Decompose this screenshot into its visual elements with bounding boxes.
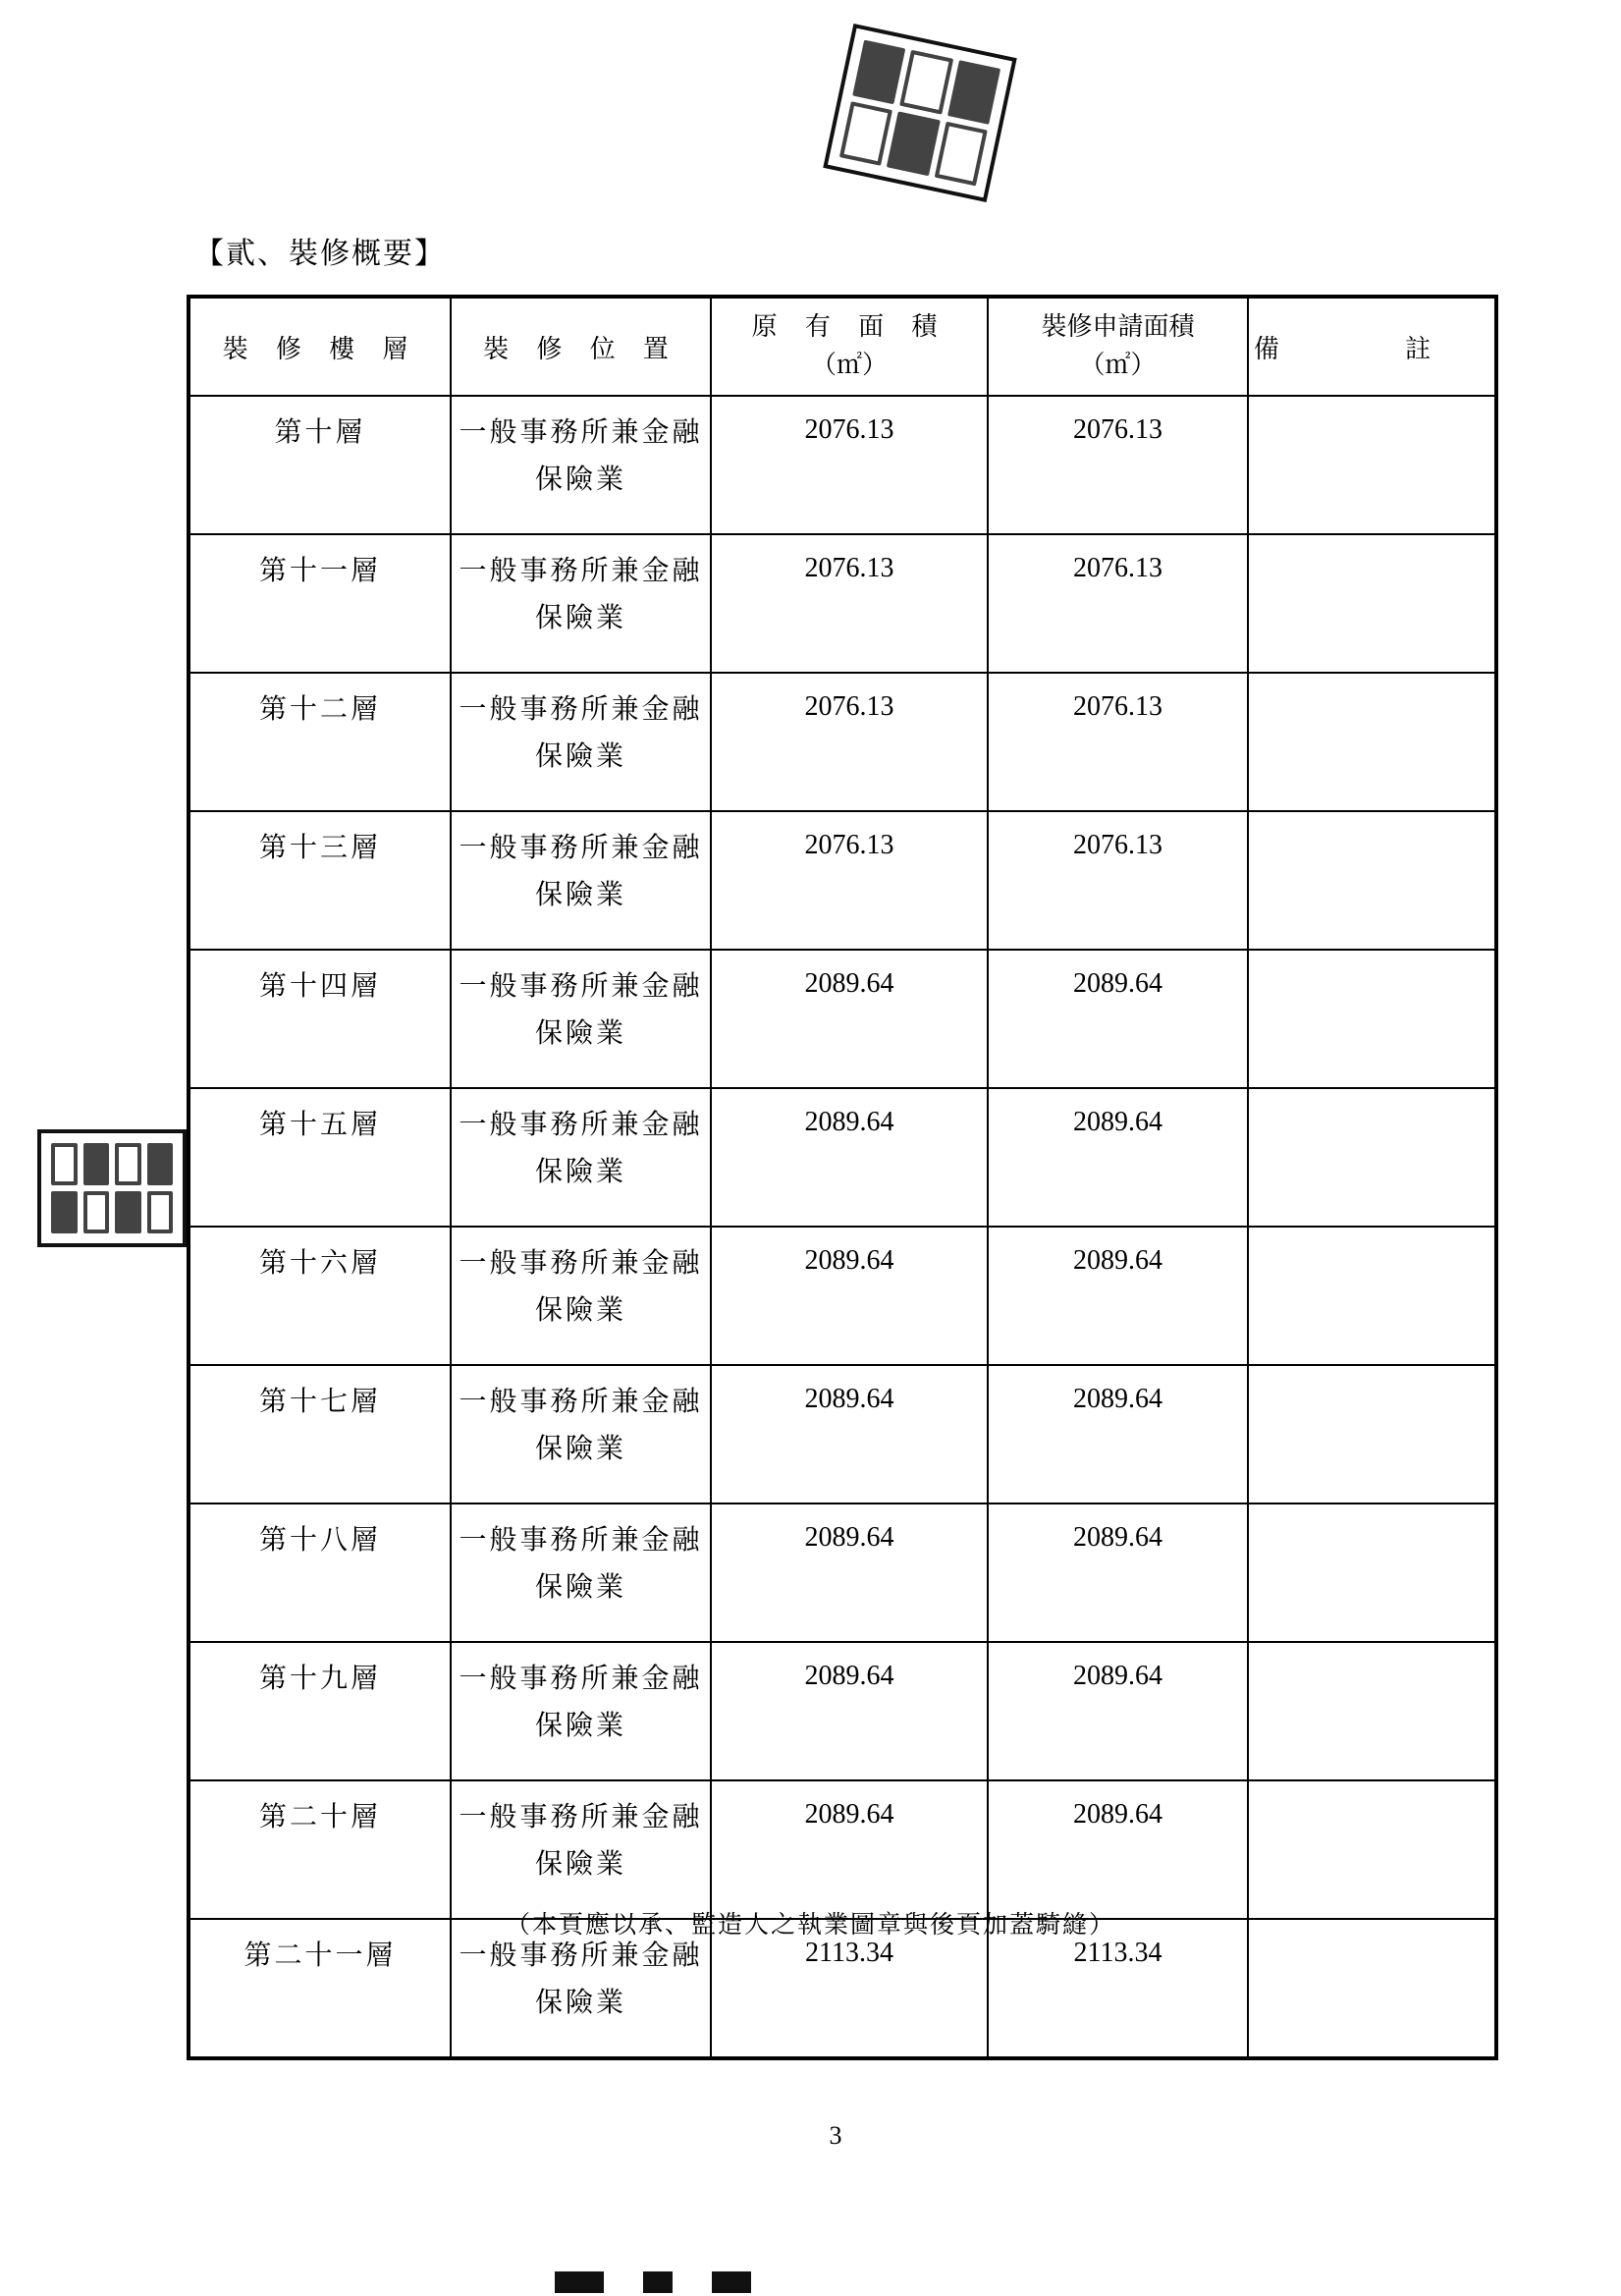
floor-cell: 第十層 (189, 396, 451, 534)
bottom-partial-stamp (555, 2254, 800, 2293)
requested-area-cell: 2076.13 (988, 534, 1248, 673)
position-line-1: 一般事務所兼金融 (459, 415, 703, 448)
table-row (189, 1365, 1496, 1503)
position-line-1: 一般事務所兼金融 (459, 554, 703, 586)
original-area-cell: 2089.64 (711, 1642, 988, 1780)
official-seal-stamp (823, 24, 1016, 202)
seal-glyph (934, 122, 987, 187)
position-line-2: 保險業 (534, 1432, 626, 1464)
floor-cell: 第二十層 (189, 1780, 451, 1919)
position-line-2: 保險業 (534, 1986, 626, 2018)
seal-glyph (899, 50, 952, 115)
table-row (189, 811, 1496, 950)
requested-area-cell: 2113.34 (988, 1919, 1248, 2058)
position-line-2: 保險業 (534, 1709, 626, 1741)
seal-glyph (115, 1191, 141, 1233)
position-line-1: 一般事務所兼金融 (459, 1662, 703, 1694)
position-line-1: 一般事務所兼金融 (459, 1246, 703, 1279)
note-cell (1248, 1365, 1496, 1503)
position-cell (451, 1088, 711, 1227)
floor-cell: 第十三層 (189, 811, 451, 950)
original-area-cell: 2076.13 (711, 811, 988, 950)
seal-glyph (83, 1191, 110, 1233)
position-cell (451, 811, 711, 950)
original-area-cell: 2089.64 (711, 1227, 988, 1365)
seal-glyph (115, 1143, 141, 1185)
requested-area-cell: 2089.64 (988, 1088, 1248, 1227)
note-cell (1248, 1088, 1496, 1227)
original-area-cell: 2089.64 (711, 1780, 988, 1919)
header-requested-area-label: 裝修申請面積 (1041, 312, 1195, 342)
table-row (189, 1642, 1496, 1780)
position-cell (451, 1780, 711, 1919)
table-row (189, 1503, 1496, 1642)
position-cell (451, 1503, 711, 1642)
position-line-1: 一般事務所兼金融 (459, 831, 703, 863)
seal-glyph (51, 1191, 78, 1233)
position-cell (451, 1227, 711, 1365)
floor-cell: 第十五層 (189, 1088, 451, 1227)
original-area-cell: 2076.13 (711, 673, 988, 811)
header-original-area-unit: （㎡） (810, 351, 888, 380)
seal-glyph (887, 111, 940, 176)
position-line-1: 一般事務所兼金融 (459, 1385, 703, 1417)
floor-cell: 第十七層 (189, 1365, 451, 1503)
note-cell (1248, 673, 1496, 811)
section-title: 【貳、裝修概要】 (194, 237, 446, 271)
position-line-1: 一般事務所兼金融 (459, 1939, 703, 1971)
position-line-2: 保險業 (534, 739, 626, 772)
header-requested-area (988, 297, 1248, 396)
seal-instruction-footnote: （本頁應以承、監造人之執業圖章與後頁加蓋騎縫） (505, 1910, 1115, 1939)
position-line-2: 保險業 (534, 1570, 626, 1603)
position-cell (451, 673, 711, 811)
original-area-cell: 2076.13 (711, 396, 988, 534)
position-line-2: 保險業 (534, 601, 626, 633)
requested-area-cell: 2089.64 (988, 1780, 1248, 1919)
note-cell (1248, 396, 1496, 534)
note-cell (1248, 1503, 1496, 1642)
original-area-cell: 2089.64 (711, 1365, 988, 1503)
table-row (189, 673, 1496, 811)
requested-area-cell: 2076.13 (988, 673, 1248, 811)
position-line-2: 保險業 (534, 1155, 626, 1187)
position-line-2: 保險業 (534, 1293, 626, 1326)
seal-glyph (839, 101, 892, 166)
position-line-1: 一般事務所兼金融 (459, 1800, 703, 1832)
table-row (189, 534, 1496, 673)
original-area-cell: 2113.34 (711, 1919, 988, 2058)
floor-cell: 第十二層 (189, 673, 451, 811)
note-cell (1248, 1227, 1496, 1365)
floor-cell: 第十九層 (189, 1642, 451, 1780)
position-line-1: 一般事務所兼金融 (459, 1108, 703, 1140)
position-cell (451, 950, 711, 1088)
table-row (189, 950, 1496, 1088)
header-floor: 裝 修 樓 層 (189, 297, 451, 396)
position-line-1: 一般事務所兼金融 (459, 692, 703, 725)
requested-area-cell: 2089.64 (988, 1227, 1248, 1365)
requested-area-cell: 2076.13 (988, 811, 1248, 950)
seal-glyph (147, 1191, 174, 1233)
stamp-fragment (555, 2271, 604, 2293)
requested-area-cell: 2089.64 (988, 950, 1248, 1088)
requested-area-cell: 2089.64 (988, 1365, 1248, 1503)
table-row (189, 396, 1496, 534)
table-header-row (189, 297, 1496, 396)
page-number: 3 (829, 2121, 842, 2150)
original-area-cell: 2089.64 (711, 1088, 988, 1227)
seal-glyph (947, 60, 1000, 125)
position-line-2: 保險業 (534, 463, 626, 495)
floor-cell: 第十八層 (189, 1503, 451, 1642)
floor-cell: 第二十一層 (189, 1919, 451, 2058)
header-requested-area-unit: （㎡） (1079, 351, 1157, 380)
requested-area-cell: 2089.64 (988, 1642, 1248, 1780)
position-line-1: 一般事務所兼金融 (459, 969, 703, 1002)
note-cell (1248, 950, 1496, 1088)
position-cell (451, 396, 711, 534)
requested-area-cell: 2076.13 (988, 396, 1248, 534)
floor-cell: 第十一層 (189, 534, 451, 673)
position-cell (451, 1365, 711, 1503)
position-line-2: 保險業 (534, 1016, 626, 1049)
position-line-2: 保險業 (534, 1847, 626, 1880)
table-row (189, 1780, 1496, 1919)
seal-glyph (852, 40, 905, 105)
header-position: 裝 修 位 置 (451, 297, 711, 396)
stamp-fragment (643, 2271, 673, 2293)
note-cell (1248, 1642, 1496, 1780)
stamp-fragment (712, 2271, 751, 2293)
original-area-cell: 2076.13 (711, 534, 988, 673)
header-original-area (711, 297, 988, 396)
position-cell (451, 1642, 711, 1780)
renovation-overview-table (187, 295, 1498, 2060)
note-cell (1248, 811, 1496, 950)
seal-glyph (147, 1143, 174, 1185)
position-cell (451, 534, 711, 673)
table-row (189, 1227, 1496, 1365)
position-line-2: 保險業 (534, 878, 626, 910)
seal-glyph (51, 1143, 78, 1185)
margin-seal-stamp (37, 1129, 187, 1247)
header-note: 備 註 (1248, 297, 1496, 396)
table-row (189, 1088, 1496, 1227)
note-cell (1248, 534, 1496, 673)
original-area-cell: 2089.64 (711, 1503, 988, 1642)
seal-glyph (83, 1143, 110, 1185)
requested-area-cell: 2089.64 (988, 1503, 1248, 1642)
header-original-area-label: 原 有 面 積 (751, 312, 947, 342)
floor-cell: 第十六層 (189, 1227, 451, 1365)
note-cell (1248, 1780, 1496, 1919)
original-area-cell: 2089.64 (711, 950, 988, 1088)
position-line-1: 一般事務所兼金融 (459, 1523, 703, 1556)
floor-cell: 第十四層 (189, 950, 451, 1088)
